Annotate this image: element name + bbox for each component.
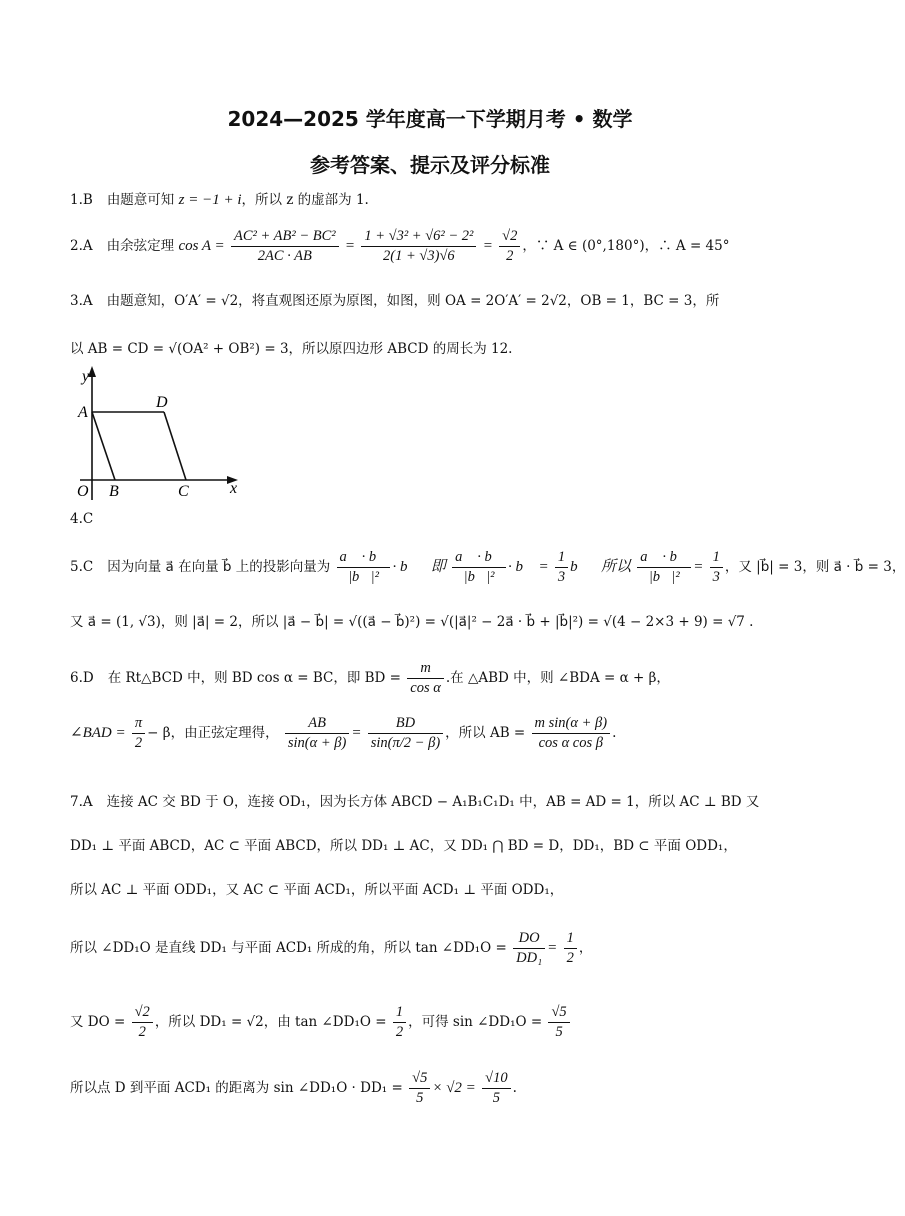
q6-text-f: ，所以 AB = <box>445 725 526 741</box>
q5-label: 5.C <box>70 559 94 575</box>
answer-q6-line1 <box>70 660 790 697</box>
q1-expr: z = −1 + i <box>178 192 242 208</box>
q5-text-a: 因为向量 a⃗ 在向量 b⃗ 上的投影向量为 <box>107 559 331 575</box>
q7-text-6a: 所以点 D 到平面 ACD₁ 的距离为 sin ∠DD₁O · DD₁ = <box>70 1080 403 1096</box>
q7-fraction-4: $\frac{1}{2}$ <box>393 1004 406 1041</box>
q3-parallelogram-figure <box>70 362 245 507</box>
q2-label: 2.A <box>70 238 93 254</box>
answer-q6-line2 <box>70 715 790 752</box>
q7-text-2: DD₁ ⊥ 平面 ABCD，AC ⊂ 平面 ABCD，所以 DD₁ ⊥ AC，又 DD₁ ⋂ BD = D，DD₁，BD ⊂ 平面 ODD₁， <box>70 838 737 854</box>
q5-fraction-3: $\frac{1}{3}$ <box>555 549 568 586</box>
q7-text-4b: = <box>547 940 558 956</box>
answer-q7-line5 <box>70 1004 790 1041</box>
fig-label-c: C <box>178 483 189 500</box>
fig-label-y: y <box>82 368 90 385</box>
q5-text-2: 又 a⃗ = (1, √3)，则 |a⃗| = 2，所以 |a⃗ − b⃗| = √((a⃗ − b⃗)²) = √(|a⃗|² − 2a⃗ · b⃗ + |b⃗|²) = √(4 − 2×3 + 9) = √7 . <box>70 614 754 630</box>
q7-text-4c: ， <box>578 940 593 956</box>
q6-text-g: . <box>612 725 617 741</box>
answer-q4 <box>70 509 790 529</box>
page-title: 2024—2025 学年度高一下学期月考 • 数学 <box>227 107 633 131</box>
answer-q1 <box>70 190 790 210</box>
fig-label-o: O <box>77 483 89 500</box>
q6-fraction-1: $\frac{m}{\text{cos α}}$ <box>407 660 444 697</box>
q7-fraction-1: $\frac{DO}{\text{DD₁}}$ <box>513 930 545 967</box>
q7-text-6b: × √2 = <box>432 1080 476 1096</box>
page-subtitle: 参考答案、提示及评分标准 <box>310 153 550 177</box>
q3-text-2: 以 AB = CD = √(OA² + OB²) = 3，所以原四边形 ABCD 的周长为 12. <box>70 341 513 357</box>
q1-text-a: 由题意可知 <box>106 192 175 208</box>
q6-fraction-4: $\frac{BD}{\sin(\pi/2 - \beta)}$ <box>368 715 443 752</box>
answer-q5-line1 <box>70 549 905 586</box>
q6-text-e: = <box>351 725 362 741</box>
answer-q7-line1 <box>70 792 790 812</box>
q6-text-c: ∠BAD = <box>70 725 126 741</box>
q7-fraction-7: $\frac{√10}{5}$ <box>482 1070 510 1107</box>
q7-text-5b: ，所以 DD₁ = √2，由 tan ∠DD₁O = <box>154 1014 387 1030</box>
q6-text-d: − β，由正弦定理得， <box>147 725 279 741</box>
answer-q5-line2 <box>70 612 790 632</box>
q7-text-5c: ，可得 sin ∠DD₁O = <box>408 1014 543 1030</box>
answer-q2: 2.A 由余弦定理 cos A = $\frac{\text{AC² + AB² − BC²}}{2AC \cdot AB}$ = $\frac{\text{1 + √3² + √6² − 2²}}{2(1 + √3)√6}$ = $\frac{√2}{2}$ ，∵ A ∈ (0°,180°)，∴ A = 45° <box>70 228 730 264</box>
q7-text-5a: 又 DO = <box>70 1014 126 1030</box>
q5-text-e: = <box>693 559 704 575</box>
q5-fraction-1: $\frac{a⃗ \cdot b⃗}{\text{|b⃗|²}}$ <box>337 549 391 586</box>
q5-fraction-4: $\frac{a⃗ \cdot b⃗}{\text{|b⃗|²}}$ <box>637 549 691 586</box>
q3-text-1: 由题意知，O′A′ = √2，将直观图还原为原图，如图，则 OA = 2O′A′ = 2√2，OB = 1，BC = 3，所 <box>106 293 720 309</box>
q2-fraction-3: $\frac{√2}{2}$ <box>499 228 520 265</box>
q6-text-b: .在 △ABD 中，则 ∠BDA = α + β， <box>445 670 670 686</box>
answer-q3-line2 <box>70 339 790 359</box>
q6-fraction-5: $\frac{\text{m sin(α + β)}}{\text{cos α cos β}}$ <box>532 715 611 752</box>
fig-label-a: A <box>78 404 88 421</box>
q2-lhs: cos A = <box>178 238 225 254</box>
q6-label: 6.D <box>70 670 94 686</box>
answer-q7-line2 <box>70 836 790 856</box>
answer-q7-line6 <box>70 1070 790 1107</box>
q6-text-a: 在 Rt△BCD 中，则 BD cos α = BC，即 BD = <box>107 670 401 686</box>
answer-q7-line4 <box>70 930 790 967</box>
q2-text-a: 由余弦定理 <box>106 238 175 254</box>
fig-label-x: x <box>230 480 238 497</box>
q2-fraction-2: $\frac{\text{1 + √3² + √6² − 2²}}{2(1 + √3)√6}$ <box>361 228 476 265</box>
q7-fraction-2: $\frac{1}{2}$ <box>564 930 577 967</box>
q7-text-4a: 所以 ∠DD₁O 是直线 DD₁ 与平面 ACD₁ 所成的角，所以 tan ∠DD₁O = <box>70 940 507 956</box>
q7-text-6c: . <box>512 1080 517 1096</box>
q5-text-b: · b⃗，即 <box>392 559 446 575</box>
q7-fraction-6: $\frac{√5}{5}$ <box>409 1070 430 1107</box>
q7-text-3: 所以 AC ⊥ 平面 ODD₁，又 AC ⊂ 平面 ACD₁，所以平面 ACD₁ ⊥ 平面 ODD₁， <box>70 882 564 898</box>
q5-text-c: · b⃗ = <box>508 559 549 575</box>
fig-label-b: B <box>109 483 119 500</box>
q7-label: 7.A <box>70 794 93 810</box>
q1-text-b: ，所以 z 的虚部为 1. <box>241 192 369 208</box>
q7-fraction-3: $\frac{√2}{2}$ <box>132 1004 153 1041</box>
q5-text-f: ，又 |b⃗| = 3，则 a⃗ · b⃗ = 3， <box>724 559 905 575</box>
q5-fraction-5: $\frac{1}{3}$ <box>710 549 723 586</box>
q1-label: 1.B <box>70 192 93 208</box>
q3-label: 3.A <box>70 293 93 309</box>
q2-text-b: ，∵ A ∈ (0°,180°)，∴ A = 45° <box>522 238 730 254</box>
q5-text-d: b⃗，所以 <box>570 559 631 575</box>
q7-fraction-5: $\frac{√5}{5}$ <box>548 1004 569 1041</box>
q2-fraction-1: $\frac{\text{AC² + AB² − BC²}}{2AC \cdot AB}$ <box>231 228 339 265</box>
q7-text-1: 连接 AC 交 BD 于 O，连接 OD₁，因为长方体 ABCD − A₁B₁C₁D₁ 中，AB = AD = 1，所以 AC ⊥ BD 又 <box>106 794 760 810</box>
answer-q3-line1 <box>70 291 790 311</box>
q5-fraction-2: $\frac{a⃗ \cdot b⃗}{\text{|b⃗|²}}$ <box>452 549 506 586</box>
fig-label-d: D <box>156 394 168 411</box>
answer-q7-line3 <box>70 880 790 900</box>
q6-fraction-3: $\frac{AB}{\sin(\alpha + \beta)}$ <box>285 715 349 752</box>
q4-label: 4.C <box>70 511 94 527</box>
q6-fraction-2: $\frac{\pi}{2}$ <box>132 715 145 752</box>
